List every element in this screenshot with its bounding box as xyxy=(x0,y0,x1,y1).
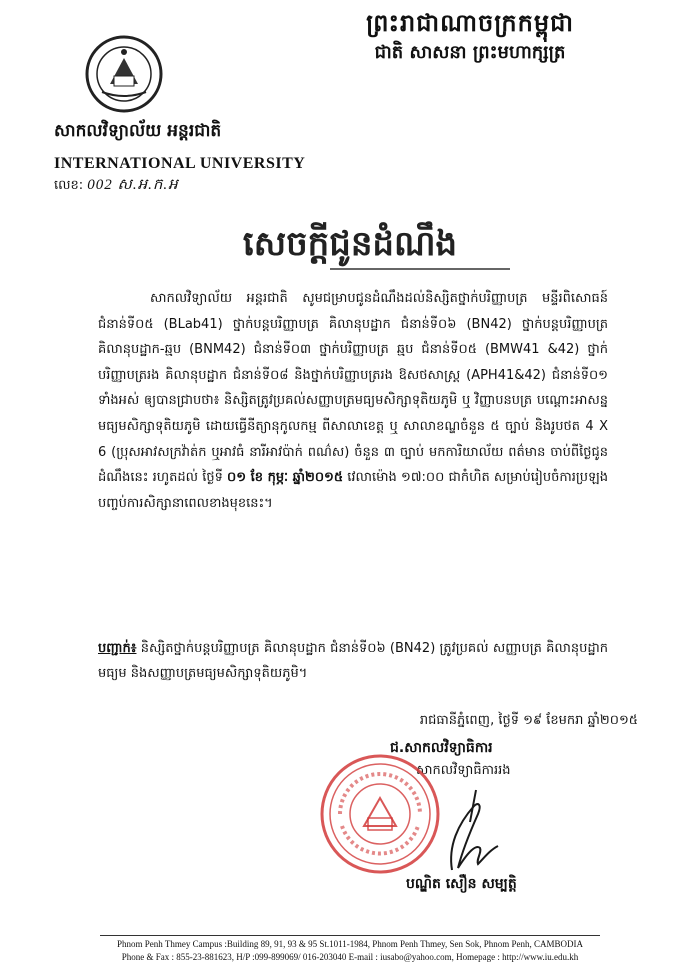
reference-value: 002 ស.អ.ក.អ xyxy=(87,177,179,193)
handwritten-signature xyxy=(418,786,538,876)
note-paragraph xyxy=(98,636,608,686)
note-label: បញ្ជាក់៖ xyxy=(98,641,137,656)
signer-name: បណ្ឌិត សឿន សម្បត្តិ xyxy=(406,876,517,892)
deadline-date: ០១ ខែ កុម្ភៈ ឆ្នាំ២០១៥ xyxy=(227,470,344,486)
university-logo-icon xyxy=(84,34,164,114)
national-motto: ជាតិ សាសនា ព្រះមហាក្សត្រ xyxy=(374,42,566,63)
document-title: សេចក្តីជូនដំណឹង xyxy=(242,224,458,264)
notice-body-part-b: វេលាម៉ោង ១៧:០០ ជាកំហិត សម្រាប់រៀបចំការប្រឡងបញ្ចប់ការសិក្សានាពេលខាងមុខនេះ។ xyxy=(98,470,609,511)
note-text: និស្សិតថ្នាក់បន្តបរិញ្ញាបត្រ គិលានុបដ្ឋាក ជំនាន់ទី០៦ (BN42) ត្រូវប្រគល់ សញ្ញាបត្រ គិលានុបដ្ឋាកមធ្យម និងសញ្ញាបត្រមធ្យមសិក្សាទុតិយភូមិ។ xyxy=(98,641,609,681)
for-president-title: ជ.សាកលវិទ្យាធិការ xyxy=(390,740,493,756)
university-name-english: INTERNATIONAL UNIVERSITY xyxy=(54,155,306,172)
notice-body-part-a: សាកលវិទ្យាល័យ អន្តរជាតិ សូមជម្រាបជូនដំណឹងដល់និស្សិតថ្នាក់បរិញ្ញាបត្រ មន្ទីរពិសោធន៍ ជំនាន់ទី០៥ (BLab41) ថ្នាក់បន្តបរិញ្ញាបត្រ គិលានុបដ្ឋាក ជំនាន់ទី០៦ (BN42) ថ្នាក់បន្តបរិញ្ញាបត្រ គិលានុបដ្ឋាក-ឆ្មប (BNM42) ជំនាន់ទី០៣ ថ្នាក់បរិញ្ញាបត្រ ឆ្មប ជំនាន់ទី០៥ (BMW41 &42) ថ្នាក់បរិញ្ញាបត្ររង គិលានុបដ្ឋាក ជំនាន់ទី០៨ និងថ្នាក់បរិញ្ញាបត្ររង ឱសថសាស្ត្រ (APH41&42) ជំនាន់ទី០១ ទាំងអស់ ឲ្យបានជ្រាបថា៖ និស្សិតត្រូវប្រគល់សញ្ញាបត្រមធ្យមសិក្សាទុតិយភូមិ ឬ វិញ្ញាបនបត្រ បណ្តោះអាសន្ន មធ្យមសិក្សាទុតិយភូមិ ដោយធ្វើនីត្យានុកូលកម្ម ពីសាលាខេត្ត ឬ សាលាខណ្ឌចំនួន ៥ ច្បាប់ និងរូបថត 4 X 6 (ប្រុសអាវសក្រវ៉ាត់ក ឬអាវធំ នារីអាវប៉ាក់ ពណ៌ស) ចំនួន ៣ ច្បាប់ មកការិយាល័យ ពត៌មាន ចាប់ពីថ្ងៃជូនដំណឹងនេះ រហូតដល់ ថ្ងៃទី xyxy=(98,291,608,486)
footer-divider xyxy=(100,935,600,936)
reference-number xyxy=(54,175,179,197)
issue-date: រាជធានីភ្នំពេញ, ថ្ងៃទី ១៩ ខែមករា ឆ្នាំ២០១៥ xyxy=(419,713,638,728)
kingdom-heading: ព្រះរាជាណាចក្រកម្ពុជា xyxy=(366,9,574,37)
vice-president-title: សាកលវិទ្យាធិការរង xyxy=(416,763,511,778)
notice-body xyxy=(98,286,608,516)
title-underline xyxy=(330,268,510,270)
university-name-khmer: សាកលវិទ្យាល័យ អន្តរជាតិ xyxy=(54,121,222,141)
footer-address: Phnom Penh Thmey Campus :Building 89, 91, 93 & 95 St.1011-1984, Phnom Penh Thmey, Sen Sok, Phnom Penh, CAMBODIA xyxy=(116,939,584,949)
footer-contact: Phone & Fax : 855-23-881623, H/P :099-899069/ 016-203040 E-mail : iusabo@yahoo.com, Homepage : http://www.iu.edu.kh xyxy=(121,952,579,962)
reference-label: លេខ: xyxy=(54,178,84,193)
